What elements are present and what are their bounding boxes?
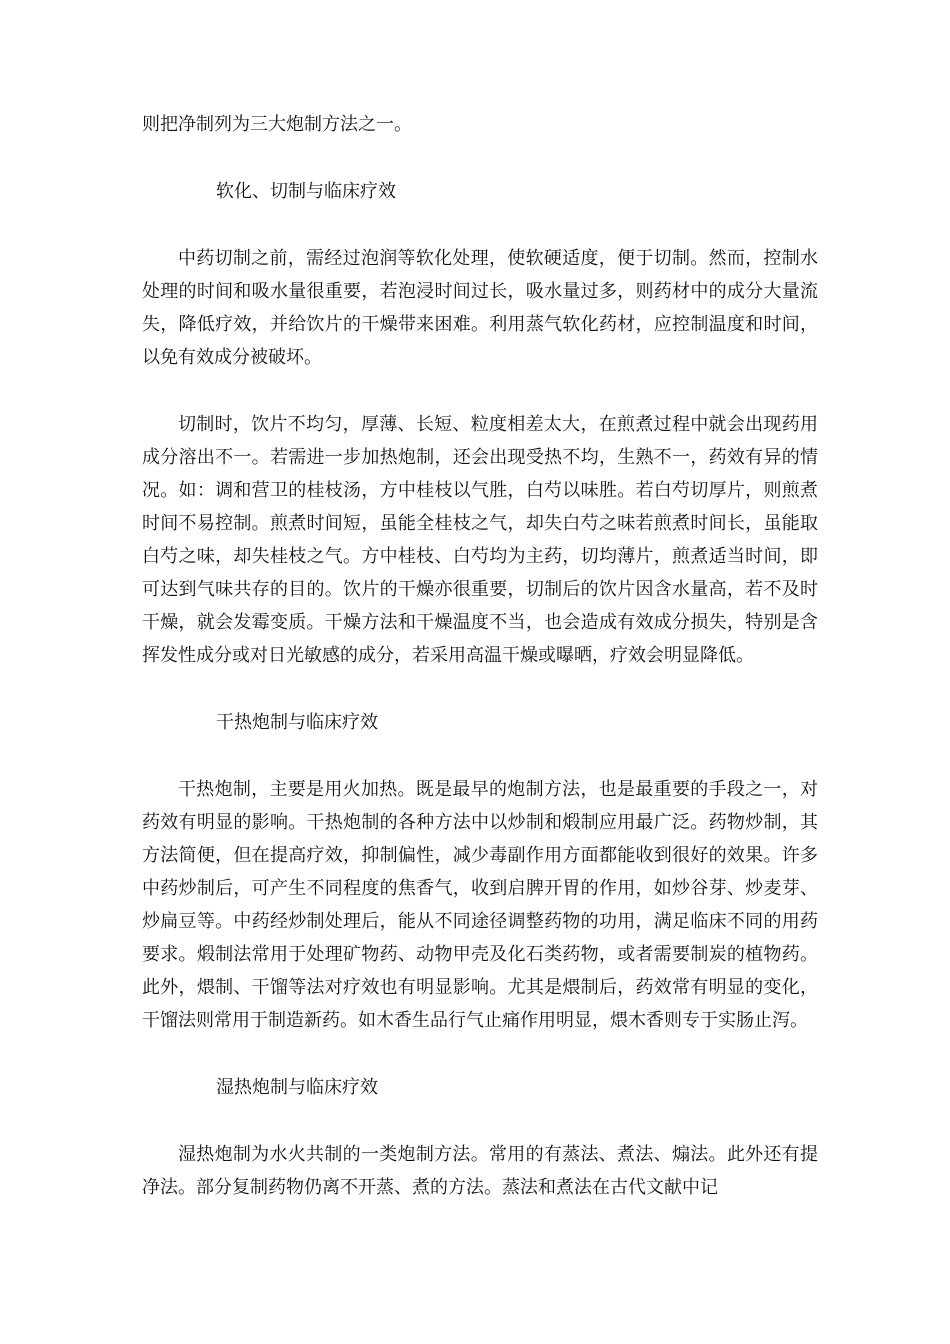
document-body [142, 108, 818, 1238]
paragraph-continuation: 则把净制列为三大炮制方法之一。 [142, 114, 412, 135]
paragraph-moist-heat: 湿热炮制为水火共制的一类炮制方法。常用的有蒸法、煮法、煽法。此外还有提净法。部分复制药物仍离不开蒸、煮的方法。蒸法和煮法在古代文献中记 [142, 1144, 818, 1198]
section-heading-moist-heat: 湿热炮制与临床疗效 [216, 1077, 378, 1098]
section-heading-softening-cutting: 软化、切制与临床疗效 [216, 181, 396, 202]
paragraph-cutting: 切制时，饮片不均匀，厚薄、长短、粒度相差太大，在煎煮过程中就会出现药用成分溶出不一。若需进一步加热炮制，还会出现受热不均，生熟不一，药效有异的情况。如：调和营卫的桂枝汤，方中桂枝以气胜，白芍以味胜。若白芍切厚片，则煎煮时间不易控制。煎煮时间短，虽能全桂枝之气，却失白芍之味若煎煮时间长，虽能取白芍之味，却失桂枝之气。方中桂枝、白芍均为主药，切均薄片，煎煮适当时间，即可达到气味共存的目的。饮片的干燥亦很重要，切制后的饮片因含水量高，若不及时干燥，就会发霉变质。干燥方法和干燥温度不当，也会造成有效成分损失，特别是含挥发性成分或对日光敏感的成分，若采用高温干燥或曝晒，疗效会明显降低。 [142, 414, 818, 666]
section-heading-dry-heat: 干热炮制与临床疗效 [216, 712, 378, 733]
paragraph-dry-heat: 干热炮制，主要是用火加热。既是最早的炮制方法，也是最重要的手段之一，对药效有明显的影响。干热炮制的各种方法中以炒制和煅制应用最广泛。药物炒制，其方法简便，但在提高疗效，抑制偏性，减少毒副作用方面都能收到很好的效果。许多中药炒制后，可产生不同程度的焦香气，收到启脾开胃的作用，如炒谷芽、炒麦芽、炒扁豆等。中药经炒制处理后，能从不同途径调整药物的功用，满足临床不同的用药要求。煅制法常用于处理矿物药、动物甲壳及化石类药物，或者需要制炭的植物药。此外，煨制、干馏等法对疗效也有明显影响。尤其是煨制后，药效常有明显的变化，干馏法则常用于制造新药。如木香生品行气止痛作用明显，煨木香则专于实肠止泻。 [142, 779, 818, 1031]
paragraph-softening: 中药切制之前，需经过泡润等软化处理，使软硬适度，便于切制。然而，控制水处理的时间和吸水量很重要，若泡浸时间过长，吸水量过多，则药材中的成分大量流失，降低疗效，并给饮片的干燥带来困难。利用蒸气软化药材，应控制温度和时间，以免有效成分被破坏。 [142, 248, 818, 368]
